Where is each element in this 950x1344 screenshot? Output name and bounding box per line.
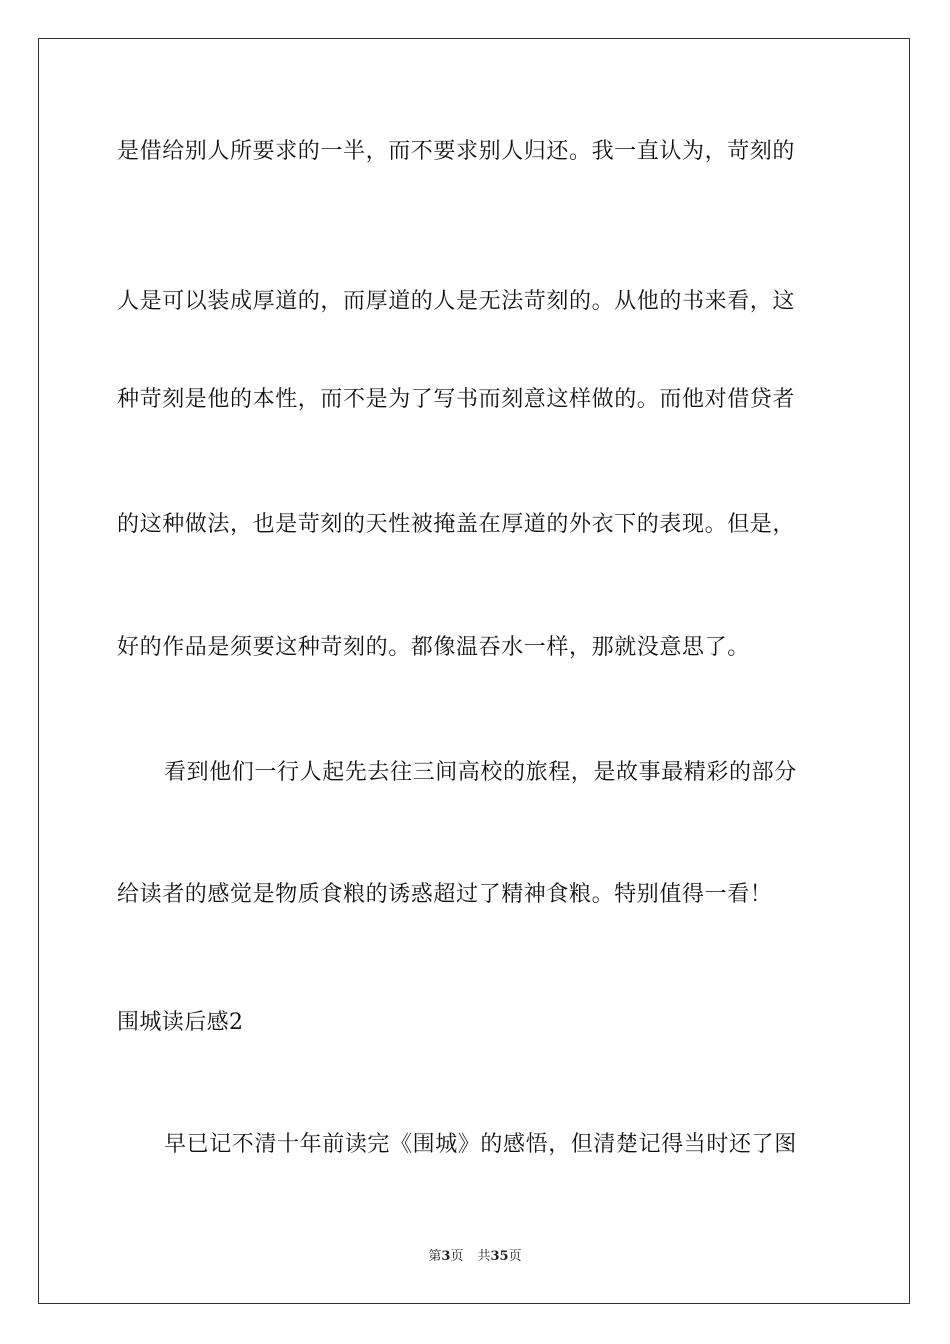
text-line-4: 的这种做法，也是苛刻的天性被掩盖在厚道的外衣下的表现。但是， [117, 512, 796, 537]
text-line-7: 给读者的感觉是物质食粮的诱惑超过了精神食粮。特别值得一看！ [117, 882, 773, 907]
page-suffix: 页 [450, 1249, 464, 1264]
page-current: 3 [441, 1249, 451, 1264]
text-line-2: 人是可以装成厚道的，而厚道的人是无法苛刻的。从他的书来看，这 [117, 289, 796, 314]
total-prefix: 共 [477, 1249, 491, 1264]
text-line-6: 看到他们一行人起先去往三间高校的旅程，是故事最精彩的部分 [164, 760, 797, 785]
text-line-5: 好的作品是须要这种苛刻的。都像温吞水一样，那就没意思了。 [117, 635, 750, 660]
page-border [38, 38, 910, 1304]
section-text-line-1: 早已记不清十年前读完《围城》的感悟，但清楚记得当时还了图 [164, 1132, 797, 1157]
page-footer [0, 1248, 950, 1266]
text-line-1: 是借给别人所要求的一半，而不要求别人归还。我一直认为，苛刻的 [117, 139, 796, 164]
text-line-3: 种苛刻是他的本性，而不是为了写书而刻意这样做的。而他对借贷者 [117, 387, 796, 412]
total-suffix: 页 [508, 1249, 522, 1264]
section-title: 围城读后感2 [117, 1010, 244, 1035]
page-total: 35 [490, 1249, 509, 1264]
page-prefix: 第 [428, 1249, 442, 1264]
